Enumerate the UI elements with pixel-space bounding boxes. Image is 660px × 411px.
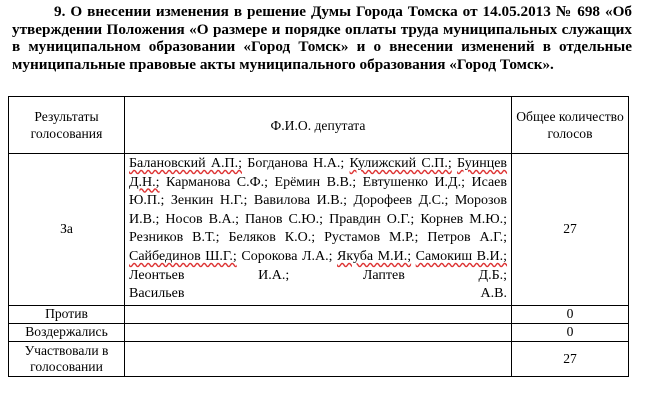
row-total: 0	[512, 305, 629, 323]
deputy-name: Резников В.Т.;	[129, 230, 220, 246]
deputy-name: Карманова С.Ф.;	[166, 174, 269, 190]
deputy-name: Петров А.Г.;	[427, 230, 508, 246]
table-row-participated	[9, 341, 629, 376]
deputy-name: Беляков К.О.;	[228, 230, 316, 246]
voting-results-table	[8, 96, 629, 377]
deputy-name: Кулижский С.П.;	[349, 156, 452, 171]
deputy-name: Васильев А.В.	[129, 286, 507, 302]
table-row-for	[9, 154, 629, 306]
deputy-name: Самокиш В.И.;	[415, 248, 508, 264]
deputy-name: Богданова Н.А.;	[247, 156, 345, 171]
deputy-name: Ерёмин В.В.;	[274, 174, 357, 190]
deputy-name: Носов В.А.;	[165, 211, 239, 227]
header-result: Результаты голосования	[9, 97, 125, 154]
row-result: За	[9, 154, 125, 306]
row-result: Воздержались	[9, 323, 125, 341]
deputy-name: Корнев М.Ю.;	[420, 211, 508, 227]
deputy-name: Дорофеев Д.С.;	[353, 193, 449, 209]
table-row-abstained	[9, 323, 629, 341]
deputy-name: Сорокова Л.А.;	[241, 248, 333, 264]
deputies-list	[125, 154, 512, 306]
deputy-name: Зенкин Н.Г.;	[170, 193, 248, 209]
row-result: Против	[9, 305, 125, 323]
row-result: Участвовали в голосовании	[9, 341, 125, 376]
deputy-name: Балановский А.П.;	[129, 156, 242, 171]
deputy-name: Панов С.Ю.;	[245, 211, 324, 227]
deputy-name: Сайбединов Ш.Г.;	[129, 248, 237, 264]
row-deputies-empty	[125, 323, 512, 341]
deputy-name: Правдин О.Г.;	[329, 211, 415, 227]
deputy-name: Вавилова И.В.;	[253, 193, 347, 209]
item-heading: 9. О внесении изменения в решение Думы Города Томска от 14.05.2013 № 698 «Об утверждении Положения «О размере и порядке оплаты труда муниципальных служащих в муниципальном образовании «Город Томск» и о внесении изменений в отдельные муниципальные правовые акты муниципального образования «Город Томск».	[12, 3, 632, 73]
deputy-name: Евтушенко И.Д.;	[362, 174, 465, 190]
header-deputies: Ф.И.О. депутата	[125, 97, 512, 154]
table-row-against	[9, 305, 629, 323]
row-deputies-empty	[125, 341, 512, 376]
deputy-name: Лаптев Д.Б.;	[362, 267, 507, 283]
row-total: 27	[512, 154, 629, 306]
row-deputies-empty	[125, 305, 512, 323]
deputy-name: Рустамов М.Р.;	[324, 230, 419, 246]
deputy-name: Морозов И.В.;	[129, 193, 508, 227]
header-total: Общее количество голосов	[512, 97, 629, 154]
deputy-name: Исаев Ю.П.;	[129, 174, 508, 209]
table-header-row	[9, 97, 629, 154]
deputy-name: Леонтьев И.А.;	[129, 267, 290, 283]
deputy-name: Якуба М.И.;	[337, 248, 412, 264]
deputy-name: Буинцев Д.Н.;	[129, 156, 508, 190]
row-total: 0	[512, 323, 629, 341]
row-total: 27	[512, 341, 629, 376]
